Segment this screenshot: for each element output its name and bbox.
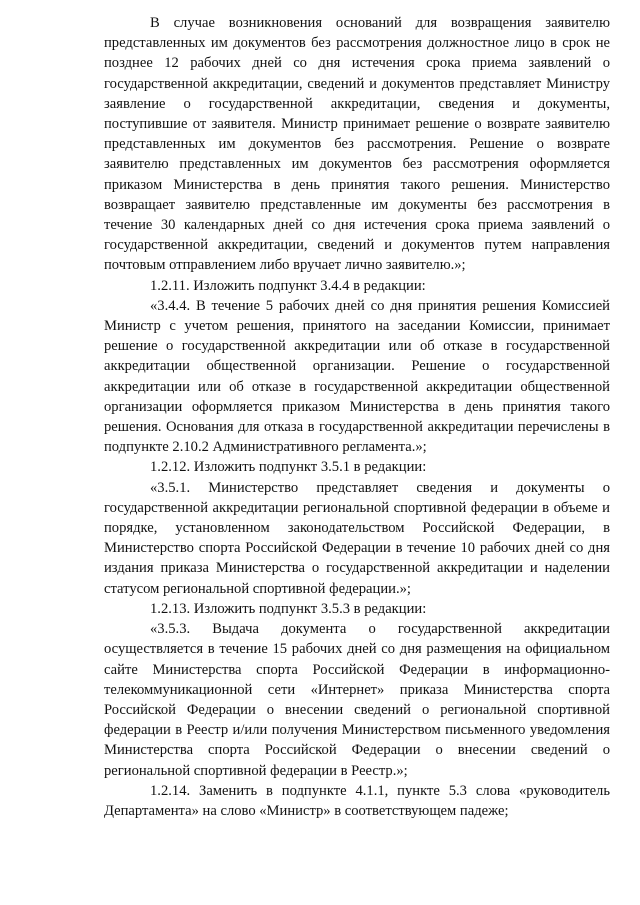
- paragraph-subitem-3-4-4: «3.4.4. В течение 5 рабочих дней со дня принятия решения Комиссией Министр с учетом решения, принятого на заседании Комиссии, принимает решение о государственной аккредитации или об отказе в государственной аккредитации общественной организации. Решение о государственной аккредитации или об отказе в государственной аккредитации общественной организации оформляется приказом Министерства в день принятия такого решения. Основания для отказа в государственной аккредитации перечислены в подпункте 2.10.2 Административного регламента.»;: [104, 297, 610, 456]
- document-body: [104, 13, 610, 821]
- paragraph-item-1-2-11: 1.2.11. Изложить подпункт 3.4.4 в редакции:: [150, 277, 426, 294]
- paragraph-item-1-2-14: 1.2.14. Заменить в подпункте 4.1.1, пункте 5.3 слова «руководитель Департамента» на слово «Министр» в соответствующем падеже;: [104, 782, 610, 819]
- paragraph-item-1-2-13: 1.2.13. Изложить подпункт 3.5.3 в редакции:: [150, 600, 427, 617]
- paragraph-subitem-3-5-3: «3.5.3. Выдача документа о государственной аккредитации осуществляется в течение 15 рабочих дней со дня размещения на официальном сайте Министерства спорта Российской Федерации в информационно-телекоммуникационной сети «Интернет» приказа Министерства спорта Российской Федерации о внесении сведений о региональной спортивной федерации в Реестр и/или получения Министерством письменного уведомления Министерства спорта Российской Федерации о внесении сведений о региональной спортивной федерации в Реестр.»;: [104, 621, 610, 779]
- paragraph-subitem-3-5-1: «3.5.1. Министерство представляет сведения и документы о государственной аккредитации региональной спортивной федерации в объеме и порядке, установленном законодательством Российской Федерации, в Министерство спорта Российской Федерации в течение 10 рабочих дней со дня издания приказа Министерства о государственной аккредитации и наделении статусом региональной спортивной федерации.»;: [104, 479, 610, 597]
- paragraph-item-1-2-12: 1.2.12. Изложить подпункт 3.5.1 в редакции:: [150, 459, 427, 476]
- paragraph-return-documents: В случае возникновения оснований для возвращения заявителю представленных им документов без рассмотрения должностное лицо в срок не позднее 12 рабочих дней со дня истечения срока приема заявлений о государственной аккредитации, сведений и документов представляет Министру заявление о государственной аккредитации, сведения и документы, поступившие от заявителя. Министр принимает решение о возврате заявителю представленных им документов без рассмотрения. Решение о возврате заявителю представленных им документов без рассмотрения оформляется приказом Министерства в день принятия такого решения. Министерство возвращает заявителю представленные им документы без рассмотрения в течение 30 календарных дней со дня истечения срока приема заявлений о государственной аккредитации, сведений и документов путем направления почтовым отправлением либо вручает лично заявителю.»;: [104, 15, 610, 274]
